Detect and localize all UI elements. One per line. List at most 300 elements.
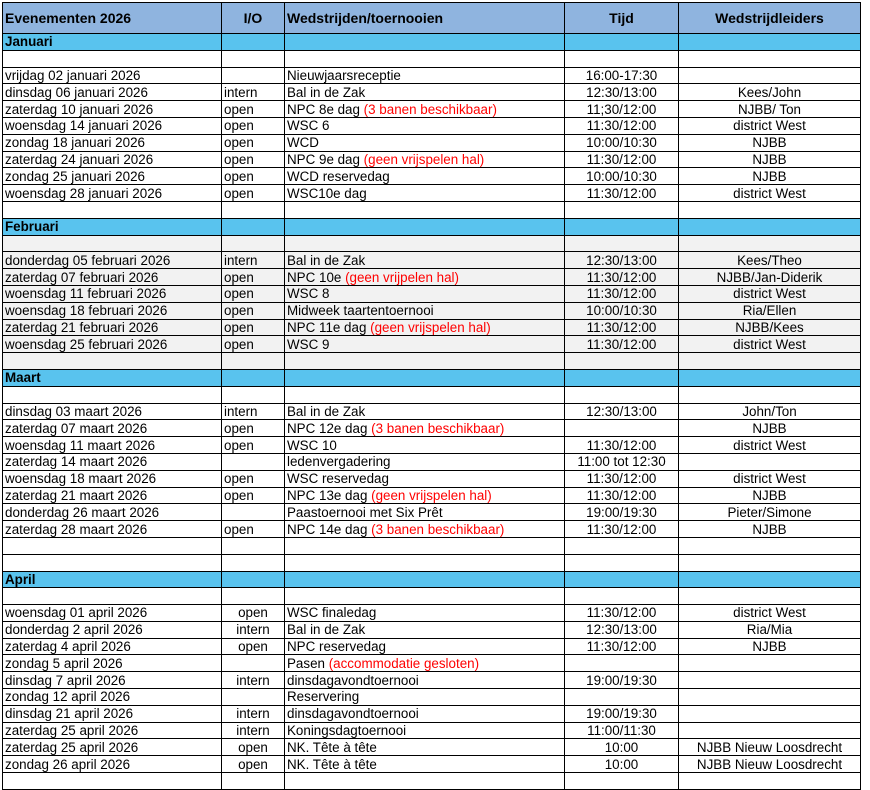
empty-cell[interactable]: [285, 537, 565, 554]
header-io[interactable]: I/O: [222, 3, 285, 34]
event-cell[interactable]: [285, 470, 565, 487]
io-cell[interactable]: open: [222, 521, 285, 538]
event-cell[interactable]: [285, 689, 565, 706]
empty-cell[interactable]: [222, 235, 285, 252]
leader-cell[interactable]: NJBB Nieuw Loosdrecht: [679, 756, 861, 773]
empty-cell[interactable]: [222, 50, 285, 67]
date-cell[interactable]: zondag 26 april 2026: [3, 756, 222, 773]
leader-cell[interactable]: district West: [679, 336, 861, 353]
header-events[interactable]: Evenementen 2026: [3, 3, 222, 34]
time-cell[interactable]: 11:30/12:00: [565, 269, 679, 286]
empty-cell[interactable]: [285, 353, 565, 370]
spacer-row: [3, 386, 861, 403]
date-cell[interactable]: woensdag 18 maart 2026: [3, 470, 222, 487]
time-cell[interactable]: 11:30/12:00: [565, 336, 679, 353]
event-row: [3, 420, 861, 437]
event-row: [3, 605, 861, 622]
month-label[interactable]: Maart: [3, 369, 222, 386]
event-name: dinsdagavondtoernooi: [287, 672, 419, 688]
event-name: Bal in de Zak: [287, 84, 366, 100]
leader-cell[interactable]: district West: [679, 285, 861, 302]
time-cell[interactable]: 11:30/12:00: [565, 285, 679, 302]
month-label[interactable]: Januari: [3, 34, 222, 51]
event-note: (3 banen beschikbaar): [363, 101, 497, 117]
empty-cell[interactable]: [565, 201, 679, 218]
spacer-row: [3, 50, 861, 67]
empty-cell[interactable]: [3, 588, 222, 605]
event-name: dinsdagavondtoernooi: [287, 706, 419, 722]
time-cell[interactable]: 11:30/12:00: [565, 605, 679, 622]
io-cell[interactable]: [222, 689, 285, 706]
event-note: (geen vrijspelen hal): [363, 151, 485, 167]
event-row: [3, 739, 861, 756]
empty-cell[interactable]: [3, 235, 222, 252]
event-cell[interactable]: [285, 302, 565, 319]
empty-cell[interactable]: [3, 773, 222, 790]
empty-cell[interactable]: [679, 554, 861, 571]
time-cell[interactable]: 11:30/12:00: [565, 185, 679, 202]
date-cell[interactable]: zaterdag 21 februari 2026: [3, 319, 222, 336]
event-row: [3, 84, 861, 101]
empty-cell[interactable]: [285, 50, 565, 67]
event-cell[interactable]: [285, 151, 565, 168]
event-note: (geen vrijpelen hal): [345, 269, 459, 285]
date-cell[interactable]: zondag 25 januari 2026: [3, 168, 222, 185]
empty-cell[interactable]: [3, 201, 222, 218]
event-name: NK. Tête à tête: [287, 756, 377, 772]
event-cell[interactable]: [285, 117, 565, 134]
event-name: WSC finaledag: [287, 605, 377, 621]
event-cell[interactable]: [285, 638, 565, 655]
empty-cell[interactable]: [285, 34, 565, 51]
empty-cell[interactable]: [679, 353, 861, 370]
event-name: NPC 10e: [287, 269, 346, 285]
time-cell[interactable]: 11;30/12:00: [565, 101, 679, 118]
leader-cell[interactable]: [679, 689, 861, 706]
month-header-row: [3, 218, 861, 235]
date-cell[interactable]: zondag 18 januari 2026: [3, 134, 222, 151]
spacer-row: [3, 201, 861, 218]
event-cell[interactable]: [285, 285, 565, 302]
time-cell[interactable]: 11:00 tot 12:30: [565, 453, 679, 470]
date-cell[interactable]: zondag 5 april 2026: [3, 655, 222, 672]
time-cell[interactable]: 11:30/12:00: [565, 487, 679, 504]
time-cell[interactable]: 12:30/13:00: [565, 403, 679, 420]
event-row: [3, 621, 861, 638]
empty-cell[interactable]: [285, 201, 565, 218]
event-cell[interactable]: [285, 672, 565, 689]
month-header-row: [3, 571, 861, 588]
event-cell[interactable]: [285, 756, 565, 773]
leader-cell[interactable]: Kees/Theo: [679, 252, 861, 269]
event-cell[interactable]: [285, 252, 565, 269]
leader-cell[interactable]: district West: [679, 185, 861, 202]
month-label[interactable]: April: [3, 571, 222, 588]
event-name: NPC 8e dag: [287, 101, 364, 117]
date-cell[interactable]: dinsdag 21 april 2026: [3, 705, 222, 722]
event-name: WCD reservedag: [287, 168, 390, 184]
io-cell[interactable]: open: [222, 285, 285, 302]
empty-cell[interactable]: [679, 386, 861, 403]
io-cell[interactable]: intern: [222, 672, 285, 689]
empty-cell[interactable]: [222, 218, 285, 235]
event-row: [3, 756, 861, 773]
empty-cell[interactable]: [565, 235, 679, 252]
time-cell[interactable]: 19:00/19:30: [565, 705, 679, 722]
event-cell[interactable]: [285, 453, 565, 470]
leader-cell[interactable]: [679, 672, 861, 689]
date-cell[interactable]: dinsdag 03 maart 2026: [3, 403, 222, 420]
leader-cell[interactable]: [679, 655, 861, 672]
time-cell[interactable]: 11:30/12:00: [565, 521, 679, 538]
empty-cell[interactable]: [565, 353, 679, 370]
empty-cell[interactable]: [285, 571, 565, 588]
date-cell[interactable]: dinsdag 7 april 2026: [3, 672, 222, 689]
time-cell[interactable]: 12:30/13:00: [565, 84, 679, 101]
time-cell[interactable]: 11:30/12:00: [565, 319, 679, 336]
time-cell[interactable]: 10:00: [565, 739, 679, 756]
event-row: [3, 504, 861, 521]
empty-cell[interactable]: [285, 554, 565, 571]
io-cell[interactable]: open: [222, 134, 285, 151]
io-cell[interactable]: open: [222, 487, 285, 504]
empty-cell[interactable]: [565, 537, 679, 554]
events-table: [2, 2, 861, 790]
event-name: NPC 13e dag: [287, 487, 372, 503]
event-name: NPC 12e dag: [287, 420, 372, 436]
date-cell[interactable]: donderdag 05 februari 2026: [3, 252, 222, 269]
time-cell[interactable]: 10:00: [565, 756, 679, 773]
time-cell[interactable]: 11:30/12:00: [565, 151, 679, 168]
event-cell[interactable]: [285, 504, 565, 521]
io-cell[interactable]: open: [222, 168, 285, 185]
empty-cell[interactable]: [679, 218, 861, 235]
event-cell[interactable]: [285, 84, 565, 101]
event-row: [3, 638, 861, 655]
event-row: [3, 151, 861, 168]
event-name: Bal in de Zak: [287, 252, 366, 268]
event-cell[interactable]: [285, 521, 565, 538]
event-cell[interactable]: [285, 420, 565, 437]
empty-cell[interactable]: [222, 369, 285, 386]
empty-cell[interactable]: [565, 588, 679, 605]
time-cell[interactable]: 10:00/10:30: [565, 168, 679, 185]
io-cell[interactable]: [222, 67, 285, 84]
event-row: [3, 117, 861, 134]
leader-cell[interactable]: Kees/John: [679, 84, 861, 101]
date-cell[interactable]: dinsdag 06 januari 2026: [3, 84, 222, 101]
date-cell[interactable]: woensdag 28 januari 2026: [3, 185, 222, 202]
event-row: [3, 336, 861, 353]
io-cell[interactable]: open: [222, 470, 285, 487]
empty-cell[interactable]: [565, 218, 679, 235]
empty-cell[interactable]: [565, 386, 679, 403]
leader-cell[interactable]: district West: [679, 117, 861, 134]
empty-cell[interactable]: [285, 773, 565, 790]
time-cell[interactable]: [565, 420, 679, 437]
event-name: NK. Tête à tête: [287, 739, 377, 755]
leader-cell[interactable]: [679, 453, 861, 470]
leader-cell[interactable]: NJBB/Kees: [679, 319, 861, 336]
leader-cell[interactable]: [679, 67, 861, 84]
io-cell[interactable]: [222, 453, 285, 470]
empty-cell[interactable]: [565, 50, 679, 67]
event-name: Midweek taartentoernooi: [287, 303, 434, 319]
event-name: WSC reservedag: [287, 471, 389, 487]
leader-cell[interactable]: district West: [679, 437, 861, 454]
io-cell[interactable]: open: [222, 756, 285, 773]
empty-cell[interactable]: [679, 537, 861, 554]
empty-cell[interactable]: [679, 571, 861, 588]
spacer-row: [3, 588, 861, 605]
leader-cell[interactable]: John/Ton: [679, 403, 861, 420]
event-row: [3, 470, 861, 487]
date-cell[interactable]: zaterdag 14 maart 2026: [3, 453, 222, 470]
io-cell[interactable]: open: [222, 605, 285, 622]
event-row: [3, 487, 861, 504]
event-name: ledenvergadering: [287, 454, 391, 470]
date-cell[interactable]: zaterdag 21 maart 2026: [3, 487, 222, 504]
event-cell[interactable]: [285, 655, 565, 672]
spacer-row: [3, 235, 861, 252]
event-row: [3, 705, 861, 722]
event-cell[interactable]: [285, 403, 565, 420]
event-name: WCD: [287, 135, 319, 151]
event-row: [3, 319, 861, 336]
event-cell[interactable]: [285, 336, 565, 353]
time-cell[interactable]: 11:00/11:30: [565, 722, 679, 739]
leader-cell[interactable]: NJBB: [679, 521, 861, 538]
leader-cell[interactable]: Ria/Mia: [679, 621, 861, 638]
event-row: [3, 689, 861, 706]
empty-cell[interactable]: [565, 34, 679, 51]
leader-cell[interactable]: NJBB: [679, 420, 861, 437]
leader-cell[interactable]: NJBB: [679, 151, 861, 168]
empty-cell[interactable]: [3, 353, 222, 370]
date-cell[interactable]: zaterdag 24 januari 2026: [3, 151, 222, 168]
event-row: [3, 403, 861, 420]
empty-cell[interactable]: [679, 50, 861, 67]
header-time[interactable]: Tijd: [565, 3, 679, 34]
event-row: [3, 437, 861, 454]
event-row: [3, 285, 861, 302]
date-cell[interactable]: woensdag 11 maart 2026: [3, 437, 222, 454]
time-cell[interactable]: 19:00/19:30: [565, 672, 679, 689]
time-cell[interactable]: 11:30/12:00: [565, 117, 679, 134]
empty-cell[interactable]: [222, 571, 285, 588]
empty-cell[interactable]: [222, 201, 285, 218]
spacer-row: [3, 353, 861, 370]
io-cell[interactable]: open: [222, 638, 285, 655]
date-cell[interactable]: zaterdag 10 januari 2026: [3, 101, 222, 118]
empty-cell[interactable]: [285, 369, 565, 386]
leader-cell[interactable]: [679, 705, 861, 722]
event-row: [3, 655, 861, 672]
event-row: [3, 521, 861, 538]
event-name: WSC 10: [287, 437, 337, 453]
event-name: Reservering: [287, 689, 360, 705]
event-name: NPC 14e dag: [287, 521, 372, 537]
time-cell[interactable]: 10:00/10:30: [565, 134, 679, 151]
event-cell[interactable]: [285, 319, 565, 336]
event-row: [3, 168, 861, 185]
time-cell[interactable]: 12:30/13:00: [565, 621, 679, 638]
io-cell[interactable]: intern: [222, 705, 285, 722]
event-cell[interactable]: [285, 67, 565, 84]
io-cell[interactable]: open: [222, 302, 285, 319]
io-cell[interactable]: open: [222, 437, 285, 454]
empty-cell[interactable]: [3, 537, 222, 554]
empty-cell[interactable]: [679, 773, 861, 790]
event-note: (geen vrijspelen hal): [371, 487, 492, 503]
time-cell[interactable]: 11:30/12:00: [565, 437, 679, 454]
event-cell[interactable]: [285, 269, 565, 286]
time-cell[interactable]: 16:00-17:30: [565, 67, 679, 84]
io-cell[interactable]: intern: [222, 621, 285, 638]
io-cell[interactable]: [222, 504, 285, 521]
empty-cell[interactable]: [565, 571, 679, 588]
empty-cell[interactable]: [222, 773, 285, 790]
empty-cell[interactable]: [222, 34, 285, 51]
leader-cell[interactable]: Pieter/Simone: [679, 504, 861, 521]
empty-cell[interactable]: [679, 34, 861, 51]
empty-cell[interactable]: [285, 386, 565, 403]
event-cell[interactable]: [285, 134, 565, 151]
event-row: [3, 302, 861, 319]
date-cell[interactable]: zaterdag 07 februari 2026: [3, 269, 222, 286]
leader-cell[interactable]: NJBB: [679, 487, 861, 504]
event-name: WSC 8: [287, 286, 330, 302]
io-cell[interactable]: intern: [222, 252, 285, 269]
empty-cell[interactable]: [679, 588, 861, 605]
event-note: (3 banen beschikbaar): [371, 521, 505, 537]
time-cell[interactable]: 11:30/12:00: [565, 470, 679, 487]
io-cell[interactable]: [222, 655, 285, 672]
leader-cell[interactable]: NJBB: [679, 168, 861, 185]
date-cell[interactable]: zaterdag 25 april 2026: [3, 739, 222, 756]
empty-cell[interactable]: [285, 218, 565, 235]
empty-cell[interactable]: [222, 588, 285, 605]
date-cell[interactable]: zaterdag 25 april 2026: [3, 722, 222, 739]
io-cell[interactable]: open: [222, 185, 285, 202]
event-cell[interactable]: [285, 739, 565, 756]
leader-cell[interactable]: [679, 722, 861, 739]
header-competitions[interactable]: Wedstrijden/toernooien: [285, 3, 565, 34]
leader-cell[interactable]: NJBB Nieuw Loosdrecht: [679, 739, 861, 756]
empty-cell[interactable]: [222, 386, 285, 403]
io-cell[interactable]: intern: [222, 722, 285, 739]
empty-cell[interactable]: [222, 554, 285, 571]
event-name: Bal in de Zak: [287, 403, 366, 419]
leader-cell[interactable]: NJBB: [679, 134, 861, 151]
event-row: [3, 672, 861, 689]
empty-cell[interactable]: [679, 201, 861, 218]
leader-cell[interactable]: NJBB: [679, 638, 861, 655]
date-cell[interactable]: woensdag 18 februari 2026: [3, 302, 222, 319]
leader-cell[interactable]: district West: [679, 605, 861, 622]
date-cell[interactable]: donderdag 2 april 2026: [3, 621, 222, 638]
date-cell[interactable]: woensdag 11 februari 2026: [3, 285, 222, 302]
event-name: WSC 6: [287, 118, 330, 134]
io-cell[interactable]: open: [222, 739, 285, 756]
empty-cell[interactable]: [3, 554, 222, 571]
time-cell[interactable]: [565, 655, 679, 672]
io-cell[interactable]: open: [222, 151, 285, 168]
event-row: [3, 185, 861, 202]
empty-cell[interactable]: [222, 353, 285, 370]
date-cell[interactable]: vrijdag 02 januari 2026: [3, 67, 222, 84]
leader-cell[interactable]: district West: [679, 470, 861, 487]
date-cell[interactable]: donderdag 26 maart 2026: [3, 504, 222, 521]
event-name: WSC10e dag: [287, 185, 367, 201]
empty-cell[interactable]: [285, 588, 565, 605]
empty-cell[interactable]: [679, 235, 861, 252]
event-cell[interactable]: [285, 185, 565, 202]
empty-cell[interactable]: [565, 773, 679, 790]
event-cell[interactable]: [285, 168, 565, 185]
leader-cell[interactable]: NJBB/ Ton: [679, 101, 861, 118]
empty-cell[interactable]: [679, 369, 861, 386]
event-row: [3, 252, 861, 269]
io-cell[interactable]: open: [222, 101, 285, 118]
date-cell[interactable]: woensdag 01 april 2026: [3, 605, 222, 622]
event-name: Paastoernooi met Six Prêt: [287, 504, 443, 520]
empty-cell[interactable]: [565, 369, 679, 386]
date-cell[interactable]: zaterdag 28 maart 2026: [3, 521, 222, 538]
header-row: [3, 3, 861, 34]
date-cell[interactable]: zondag 12 april 2026: [3, 689, 222, 706]
event-cell[interactable]: [285, 722, 565, 739]
event-cell[interactable]: [285, 101, 565, 118]
event-cell[interactable]: [285, 437, 565, 454]
event-name: Koningsdagtoernooi: [287, 723, 407, 739]
empty-cell[interactable]: [285, 235, 565, 252]
time-cell[interactable]: 12:30/13:00: [565, 252, 679, 269]
event-cell[interactable]: [285, 605, 565, 622]
time-cell[interactable]: 10:00/10:30: [565, 302, 679, 319]
event-cell[interactable]: [285, 487, 565, 504]
month-label[interactable]: Februari: [3, 218, 222, 235]
date-cell[interactable]: zaterdag 4 april 2026: [3, 638, 222, 655]
io-cell[interactable]: intern: [222, 84, 285, 101]
event-cell[interactable]: [285, 621, 565, 638]
event-name: NPC reservedag: [287, 639, 386, 655]
header-leaders[interactable]: Wedstrijdleiders: [679, 3, 861, 34]
month-header-row: [3, 369, 861, 386]
io-cell[interactable]: open: [222, 420, 285, 437]
date-cell[interactable]: woensdag 14 januari 2026: [3, 117, 222, 134]
empty-cell[interactable]: [3, 386, 222, 403]
date-cell[interactable]: zaterdag 07 maart 2026: [3, 420, 222, 437]
io-cell[interactable]: open: [222, 117, 285, 134]
time-cell[interactable]: 11:30/12:00: [565, 638, 679, 655]
empty-cell[interactable]: [565, 554, 679, 571]
io-cell[interactable]: intern: [222, 403, 285, 420]
event-name: NPC 9e dag: [287, 151, 364, 167]
time-cell[interactable]: [565, 689, 679, 706]
leader-cell[interactable]: NJBB/Jan-Diderik: [679, 269, 861, 286]
event-cell[interactable]: [285, 705, 565, 722]
io-cell[interactable]: open: [222, 319, 285, 336]
io-cell[interactable]: open: [222, 336, 285, 353]
empty-cell[interactable]: [222, 537, 285, 554]
empty-cell[interactable]: [3, 50, 222, 67]
event-name: Nieuwjaarsreceptie: [287, 67, 401, 83]
time-cell[interactable]: 19:00/19:30: [565, 504, 679, 521]
io-cell[interactable]: open: [222, 269, 285, 286]
date-cell[interactable]: woensdag 25 februari 2026: [3, 336, 222, 353]
leader-cell[interactable]: Ria/Ellen: [679, 302, 861, 319]
